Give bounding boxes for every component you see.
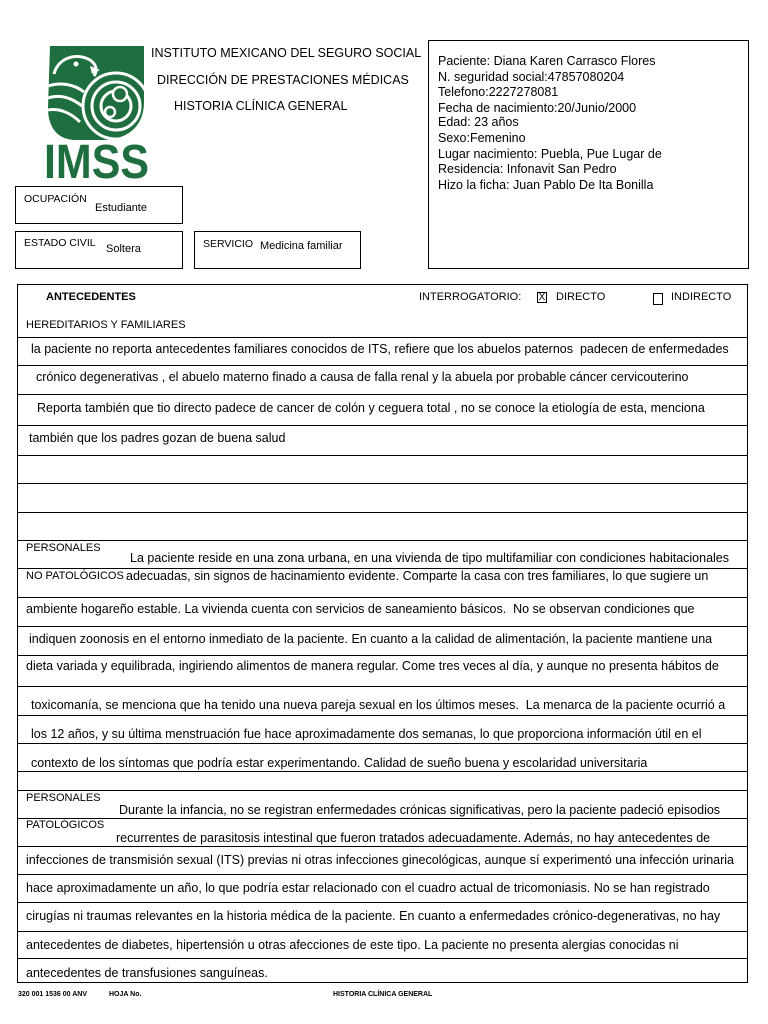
row-rule [17,715,748,716]
row-rule [17,958,748,959]
non-pathological-line: toxicomanía, se menciona que ha tenido una nueva pareja sexual en los últimos meses. La menarca de la paciente ocurrió a [31,698,726,712]
row-rule [17,337,748,338]
row-rule [17,931,748,932]
pathological-line: hace aproximadamente un año, lo que podría estar relacionado con el cuadro actual de tricomoniasis. No se han registrado [26,881,710,895]
birthplace: Lugar nacimiento: Puebla, Pue Lugar de [438,147,662,161]
direct-label: DIRECTO [556,291,606,303]
marital-status-value: Soltera [106,243,141,255]
service-label: SERVICIO [203,238,253,250]
direction-name: DIRECCIÓN DE PRESTACIONES MÉDICAS [157,73,409,87]
non-pathological-line: indiquen zoonosis en el entorno inmediato de la paciente. En cuanto a la calidad de alimentación, la paciente mantiene una [29,632,713,646]
row-rule [17,540,748,541]
row-rule [17,425,748,426]
antecedentes-title: ANTECEDENTES [46,291,136,303]
row-rule [17,626,748,627]
indirect-label: INDIRECTO [671,291,732,303]
pathological-line: recurrentes de parasitosis intestinal que fueron tratados adecuadamente. Además, no hay antecedentes de [116,831,711,845]
non-pathological-line: adecuadas, sin signos de hacinamiento evidente. Comparte la casa con tres familiares, lo que sugiere un [126,569,709,583]
pathological-heading-bottom: PATOLÓGICOS [26,819,105,831]
non-pathological-line: contexto de los síntomas que podría estar experimentando. Calidad de sueño buena y escolaridad universitaria [31,756,648,770]
direct-checkbox [537,292,547,303]
non-pathological-line: ambiente hogareño estable. La vivienda cuenta con servicios de saneamiento básicos. No se observan condiciones que [26,602,695,616]
interrogatorio-label: INTERROGATORIO: [419,291,522,303]
non-pathological-heading-top: PERSONALES [26,542,101,554]
birth-date: Fecha de nacimiento:20/Junio/2000 [438,101,637,115]
record-author: Hizo la ficha: Juan Pablo De Ita Bonilla [438,178,654,192]
non-pathological-line: los 12 años, y su última menstruación fue hace aproximadamente dos semanas, lo que proporciona información útil en el [31,727,702,741]
row-rule [17,483,748,484]
form-code: 320 001 1536 00 ANV [18,991,88,998]
logo-wordmark: IMSS [44,136,149,184]
row-rule [17,597,748,598]
non-pathological-heading-bottom: NO PATOLÓGICOS [26,570,124,582]
row-rule [17,394,748,395]
footer-title: HISTORIA CLÍNICA GENERAL [333,991,433,998]
non-pathological-line: dieta variada y equilibrada, ingiriendo alimentos de manera regular. Come tres veces al día, y aunque no presenta hábitos de [26,659,719,673]
row-rule [17,455,748,456]
row-rule [17,686,748,687]
patient-age: Edad: 23 años [438,115,519,129]
row-rule [17,771,748,772]
pathological-line: antecedentes de diabetes, hipertensión u otras afecciones de este tipo. La paciente no presenta alergias conocidas ni [26,938,679,952]
row-rule [17,846,748,847]
patient-sex: Sexo:Femenino [438,131,526,145]
direct-check-mark: X [538,292,546,303]
hereditary-line: la paciente no reporta antecedentes familiares conocidos de ITS, refiere que los abuelos paternos padecen de enfermedades [31,342,729,356]
pathological-line: Durante la infancia, no se registran enfermedades crónicas significativas, pero la paciente padeció episodios [119,803,721,817]
row-rule [17,902,748,903]
pathological-line: infecciones de transmisión sexual (ITS) previas ni otras infecciones ginecológicas, aunque sí experimentó una infección urinaria [26,853,735,867]
row-rule [17,874,748,875]
sheet-number-label: HOJA No. [109,991,142,998]
hereditary-heading: HEREDITARIOS Y FAMILIARES [26,319,186,331]
row-rule [17,790,748,791]
pathological-heading-top: PERSONALES [26,792,101,804]
pathological-line: cirugías ni traumas relevantes en la historia médica de la paciente. En cuanto a enfermedades crónico-degenerativas, no hay [26,909,721,923]
row-rule [17,365,748,366]
patient-name: Paciente: Diana Karen Carrasco Flores [438,54,656,68]
non-pathological-line: La paciente reside en una zona urbana, en una vivienda de tipo multifamiliar con condiciones habitacionales [130,551,730,565]
hereditary-line: también que los padres gozan de buena salud [29,431,286,445]
service-value: Medicina familiar [260,240,343,252]
row-rule [17,818,748,819]
institute-name: INSTITUTO MEXICANO DEL SEGURO SOCIAL [151,46,422,60]
hereditary-line: Reporta también que tio directo padece de cancer de colón y ceguera total , no se conoce la etiología de esta, menciona [37,401,705,415]
occupation-label: OCUPACIÓN [24,193,87,205]
pathological-line: antecedentes de transfusiones sanguíneas. [26,966,268,980]
row-rule [17,655,748,656]
phone-number: Telefono:2227278081 [438,85,559,99]
indirect-checkbox [653,293,663,305]
row-rule [17,743,748,744]
hereditary-line: crónico degenerativas , el abuelo materno finado a causa de falla renal y la abuela por probable cáncer cervicouterino [36,370,689,384]
occupation-value: Estudiante [95,202,147,214]
marital-status-label: ESTADO CIVIL [24,237,96,249]
social-security-number: N. seguridad social:47857080204 [438,70,625,84]
row-rule [17,512,748,513]
document-title: HISTORIA CLÍNICA GENERAL [174,99,348,113]
residence: Residencia: Infonavit San Pedro [438,162,617,176]
